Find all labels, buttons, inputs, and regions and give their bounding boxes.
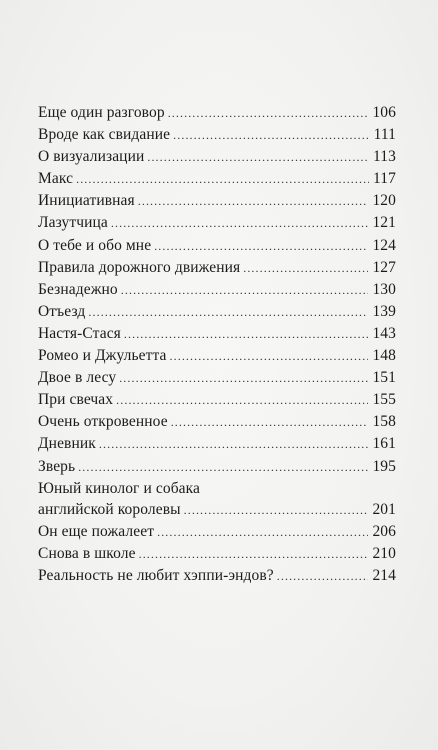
- toc-entry-title: Инициативная: [38, 192, 135, 210]
- toc-entry: [38, 521, 396, 543]
- toc-entry: [38, 124, 396, 146]
- toc-entry-page: 206: [372, 522, 396, 540]
- toc-entry-page: 121: [372, 214, 396, 232]
- dot-leader: [121, 280, 369, 301]
- toc-entry-page: 195: [372, 457, 396, 475]
- toc-entry-page: 111: [373, 126, 396, 144]
- dot-leader: [124, 324, 369, 345]
- toc-entry-page: 106: [372, 104, 396, 121]
- dot-leader: [116, 390, 368, 411]
- dot-leader: [170, 346, 369, 367]
- toc-entry-title: При свечах: [38, 391, 114, 409]
- toc-entry-page: 158: [372, 413, 396, 431]
- toc-entry-title: Дневник: [38, 435, 96, 453]
- toc-entry-title: Реальность не любит хэппи-эндов?: [38, 566, 274, 584]
- dot-leader: [147, 147, 369, 168]
- dot-leader: [154, 236, 368, 257]
- toc-entry-title: Безнадежно: [38, 280, 118, 298]
- dot-leader: [139, 544, 369, 565]
- toc-entry: [38, 235, 396, 257]
- dot-leader: [76, 169, 369, 190]
- toc-entry-page: 210: [372, 544, 396, 562]
- toc-entry: [38, 367, 396, 389]
- dot-leader: [168, 103, 369, 124]
- toc-entry: [38, 323, 396, 345]
- toc-entry-title: английской королевы: [38, 500, 181, 518]
- toc-entry-title: Снова в школе: [38, 544, 136, 562]
- table-of-contents: [38, 102, 396, 587]
- toc-entry: [38, 212, 396, 234]
- toc-entry: [38, 279, 396, 301]
- dot-leader: [171, 412, 369, 433]
- toc-entry: [38, 478, 396, 521]
- toc-entry-page: 148: [372, 347, 396, 365]
- toc-entry: [38, 257, 396, 279]
- toc-entry-title: Еще один разговор: [38, 104, 165, 121]
- toc-entry-page: 155: [372, 391, 396, 409]
- toc-entry-page: 130: [372, 280, 396, 298]
- toc-entry-title: Ромео и Джульетта: [38, 347, 167, 365]
- toc-entry-title: Зверь: [38, 457, 76, 475]
- toc-entry: [38, 301, 396, 323]
- toc-entry: [38, 102, 396, 124]
- toc-entry-title-line1: Юный кинолог и собака: [38, 479, 201, 497]
- toc-entry-page: 151: [372, 369, 396, 387]
- toc-entry: [38, 146, 396, 168]
- toc-entry: [38, 433, 396, 455]
- dot-leader: [173, 125, 369, 146]
- toc-entry-title: О визуализации: [38, 148, 145, 166]
- toc-entry: [38, 190, 396, 212]
- toc-entry: [38, 411, 396, 433]
- toc-entry-title: О тебе и обо мне: [38, 236, 152, 254]
- toc-entry-page: 127: [372, 258, 396, 276]
- toc-entry-title: Вроде как свидание: [38, 126, 171, 144]
- toc-entry-page: 113: [373, 148, 396, 166]
- toc-entry: [38, 389, 396, 411]
- toc-entry-title: Очень откровенное: [38, 413, 168, 431]
- toc-entry-title: Двое в лесу: [38, 369, 117, 387]
- dot-leader: [157, 522, 368, 543]
- toc-entry-page: 143: [372, 324, 396, 342]
- dot-leader: [88, 302, 368, 323]
- toc-entry-title: Макс: [38, 170, 74, 188]
- toc-entry-title: Лазутчица: [38, 214, 108, 232]
- toc-entry-title: Отъезд: [38, 302, 86, 320]
- dot-leader: [243, 258, 368, 279]
- toc-entry-page: 120: [372, 192, 396, 210]
- dot-leader: [138, 191, 369, 212]
- toc-entry-page: 161: [372, 435, 396, 453]
- toc-entry: [38, 565, 396, 587]
- dot-leader: [277, 566, 369, 587]
- dot-leader: [184, 500, 369, 521]
- toc-entry-page: 124: [372, 236, 396, 254]
- toc-entry-title: Настя-Стася: [38, 324, 121, 342]
- toc-entry-page: 139: [372, 302, 396, 320]
- toc-entry: [38, 168, 396, 190]
- toc-entry-page: 214: [372, 566, 396, 584]
- dot-leader: [111, 213, 369, 234]
- toc-entry-title: Правила дорожного движения: [38, 258, 241, 276]
- toc-entry-title: Он еще пожалеет: [38, 522, 155, 540]
- toc-entry: [38, 345, 396, 367]
- toc-entry-page: 117: [373, 170, 396, 188]
- dot-leader: [78, 457, 368, 478]
- toc-entry: [38, 456, 396, 478]
- dot-leader: [99, 434, 369, 455]
- toc-entry-page: 201: [372, 500, 396, 518]
- toc-entry: [38, 543, 396, 565]
- dot-leader: [119, 368, 368, 389]
